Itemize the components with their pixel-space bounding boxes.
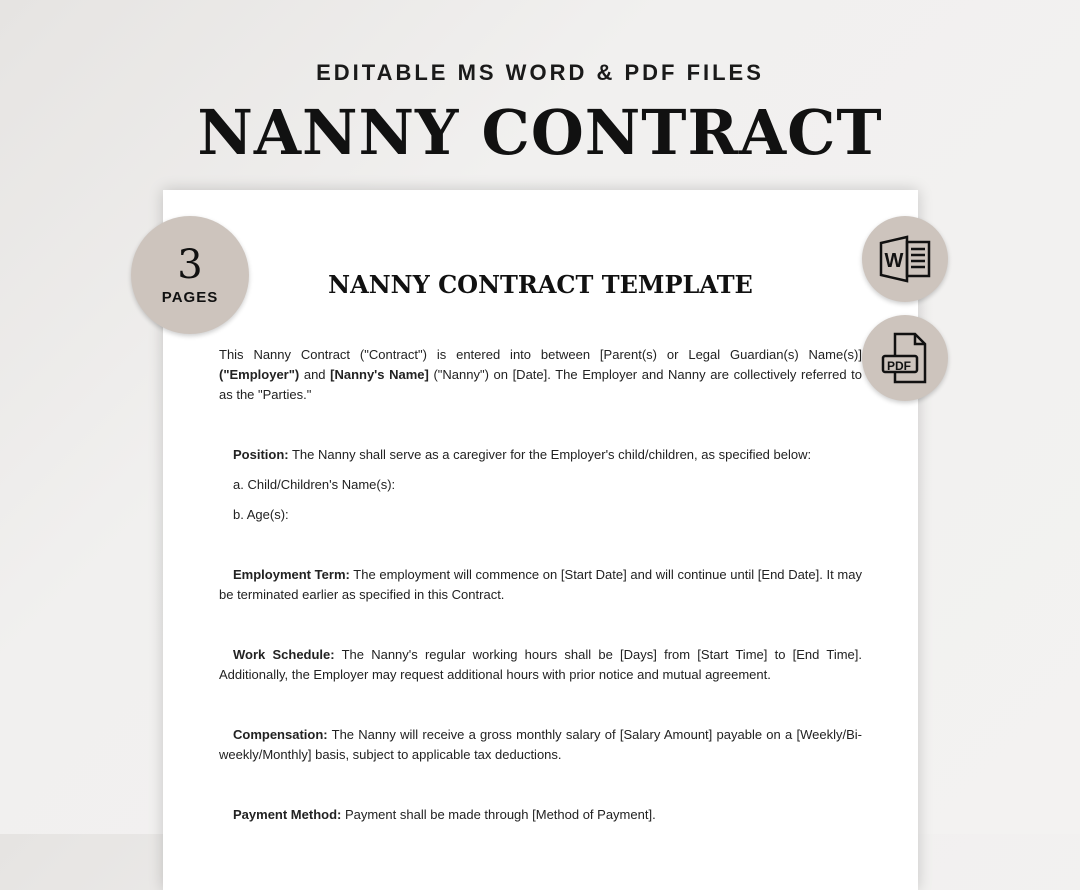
section-text: Payment shall be made through [Method of Payment]. (341, 807, 656, 822)
subtitle: EDITABLE MS WORD & PDF FILES (316, 60, 764, 85)
section-text: The employment will commence on [Start Date] and will continue until [End Date]. It may be terminated earlier as specified in this Contract. (219, 567, 862, 602)
position-item: a. Child/Children's Name(s): (233, 477, 396, 492)
intro-bold: [Nanny's Name] (330, 367, 429, 382)
section-label: Work Schedule: (233, 647, 335, 662)
section-label: Employment Term: (233, 567, 350, 582)
svg-text:W: W (884, 250, 904, 272)
intro-paragraph (219, 345, 862, 405)
intro-bold: ("Employer") (219, 367, 300, 382)
document-title: NANNY CONTRACT TEMPLATE (328, 270, 753, 299)
page-count: 3 (177, 241, 203, 288)
intro-text: and (299, 367, 331, 382)
section-text: The Nanny shall serve as a caregiver for the Employer's child/children, as specified below: (288, 447, 812, 462)
section-compensation (219, 725, 862, 765)
page-count-badge (131, 216, 249, 334)
section-text: The Nanny's regular working hours shall be [Days] from [Start Time] to [End Time]. Additionally, the Employer may request additional hours with prior notice and mutual agreement. (219, 647, 862, 682)
word-file-icon (862, 216, 948, 302)
document-page (163, 190, 918, 890)
section-work-schedule (219, 645, 862, 685)
intro-text: ("Nanny") on [Date]. The Employer and Nanny are collectively referred to as the "Parties." (219, 367, 862, 402)
section-label: Payment Method: (233, 807, 342, 822)
position-item: b. Age(s): (233, 507, 289, 522)
section-payment-method (219, 805, 862, 825)
document-body (219, 345, 862, 825)
section-label: Compensation: (233, 727, 328, 742)
page-count-label: PAGES (161, 288, 219, 306)
section-label: Position: (233, 447, 289, 462)
section-text: The Nanny will receive a gross monthly salary of [Salary Amount] payable on a [Weekly/Bi-weekly/Monthly] basis, subject to applicable tax deductions. (219, 727, 862, 762)
pdf-label: PDF (887, 359, 911, 373)
main-title: NANNY CONTRACT (197, 96, 883, 169)
section-position (219, 445, 862, 465)
pdf-file-icon (862, 315, 948, 401)
intro-text: This Nanny Contract ("Contract") is entered into between [Parent(s) or Legal Guardian(s) Name(s)] (219, 347, 862, 362)
section-employment-term (219, 565, 862, 605)
